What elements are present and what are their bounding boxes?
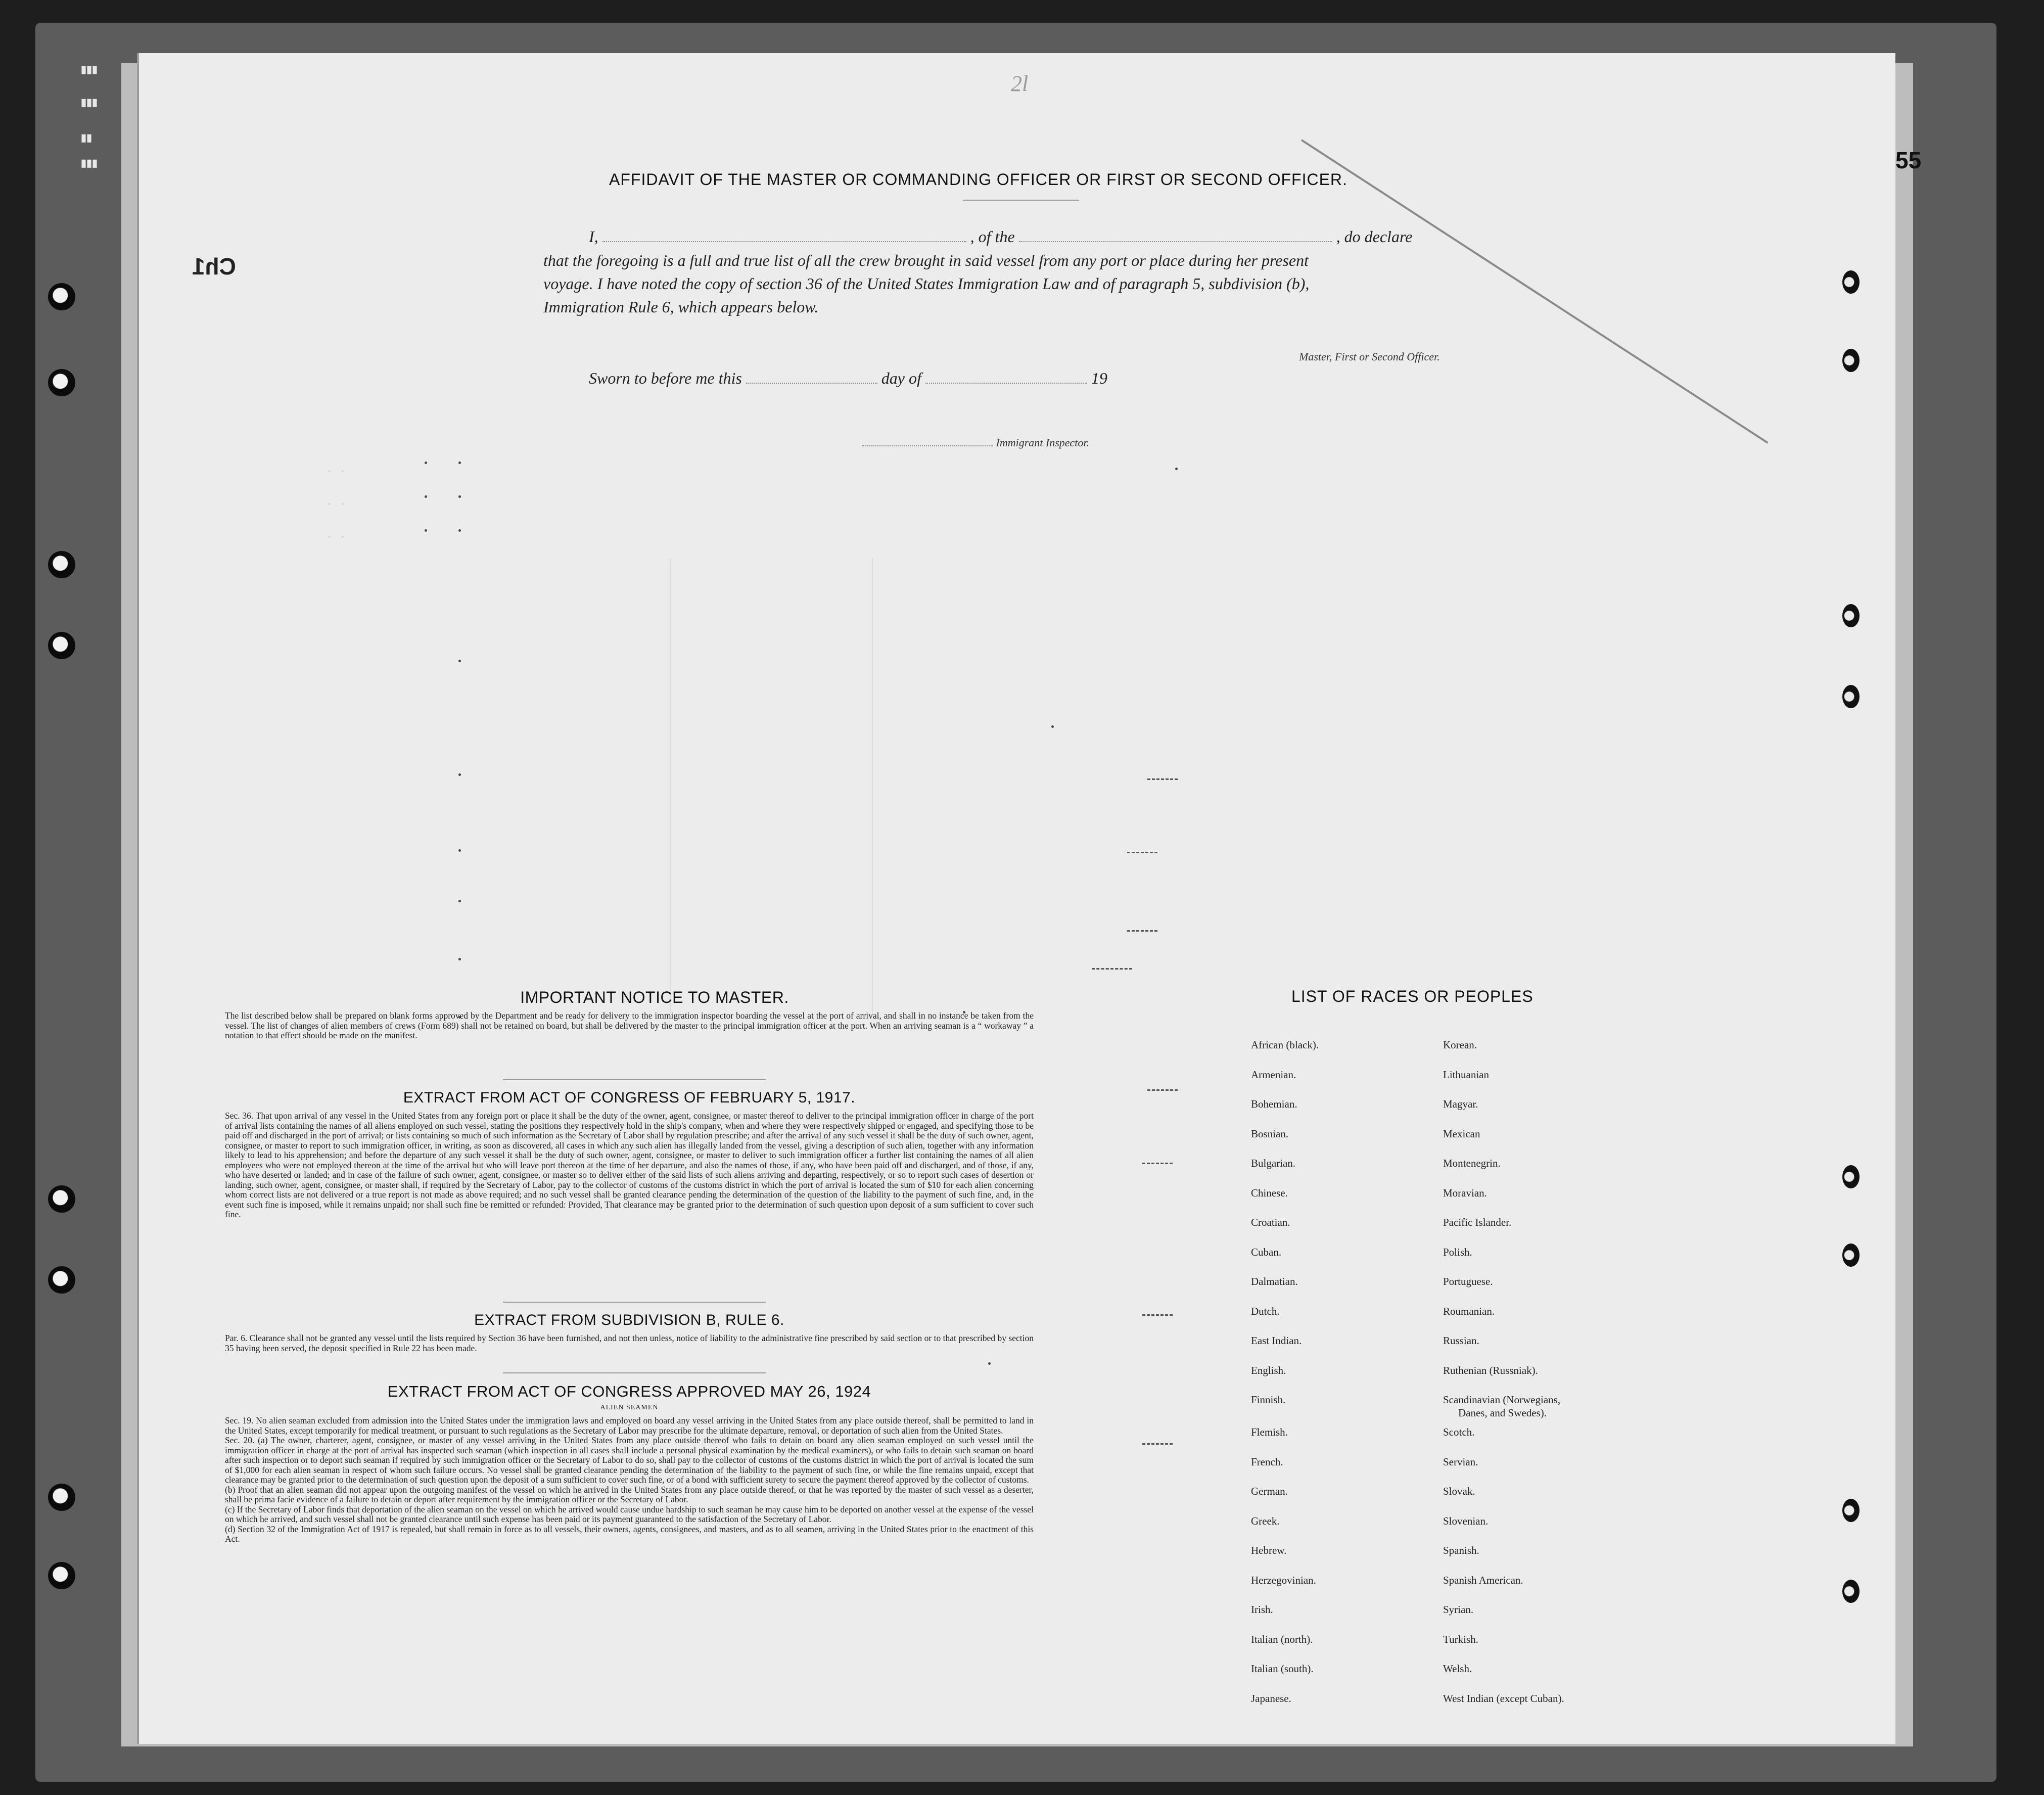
right-margin-number: 55 [1895,147,1922,173]
notice-title: IMPORTANT NOTICE TO MASTER. [520,988,789,1006]
dash-mark [1147,778,1178,781]
dash-mark [1142,1443,1173,1446]
race-item: Danes, and Swedes). [1458,1407,1547,1419]
speck [458,900,461,902]
race-item: Scotch. [1443,1426,1475,1438]
extract-rule6-title: EXTRACT FROM SUBDIVISION B, RULE 6. [474,1312,784,1328]
race-item: Chinese. [1251,1187,1288,1199]
race-item: Cuban. [1251,1246,1282,1258]
dash-mark [1127,930,1157,933]
affidavit-of-the: , of the [970,227,1015,246]
race-item: French. [1251,1456,1283,1468]
divider [503,1302,766,1303]
speck [425,495,427,498]
speck [458,773,461,776]
race-item: Pacific Islander. [1443,1216,1512,1228]
left-margin-number: Ch1 [192,253,236,280]
speck [425,529,427,532]
race-item: Moravian. [1443,1187,1487,1199]
race-item: Bohemian. [1251,1098,1297,1110]
sworn-line [589,369,1107,388]
affidavit-line2: that the foregoing is a full and true list of all the crew brought in said vessel from any port or place during her present [543,251,1309,269]
affidavit-i: I, [589,227,598,246]
race-item: Italian (north). [1251,1633,1313,1645]
race-item: English. [1251,1364,1286,1376]
race-item: Servian. [1443,1456,1478,1468]
affidavit-line3: voyage. I have noted the copy of section 36 of the United States Immigration Law and of paragraph 5, subdivision (b), [543,274,1310,293]
race-item: Slovak. [1443,1485,1475,1497]
speck [1175,468,1178,470]
divider [503,1372,766,1373]
extract-1917-text: Sec. 36. That upon arrival of any vessel in the United States from any foreign port or place it shall be the duty of the owner, agent, consignee, or master thereof to deliver to the principal immigration officer in charge of the port of arrival lists containing the names of all aliens employed on such vessel, stating the positions they respectively hold in the ship's company, when and where they were respectively shipped or engaged, and specifying those to be paid off and discharged in the port of arrival; or lists containing so much of such information as the Secretary of Labor shall by regulation prescribe; and after the arrival of any such vessel it shall be the duty of such owner, agent, consignee, or master to report to such immigration officer, in writing, as soon as discovered, all cases in which any such alien has illegally landed from the vessel, giving a description of such alien, together with any information likely to lead to his apprehension; and before the departure of any such vessel it shall be the duty of such owner, agent, consignee, or master to deliver to such immigration officer a further list containing the names of all alien employees who were not employed thereon at the time of the arrival but who will leave port thereon at the time of her departure, and also the names of those, if any, who have been paid off and discharged, and of those, if any, who have deserted or landed; and in case of the failure of such owner, agent, consignee, or master so to deliver either of the said lists of such aliens arriving and departing, respectively, or so to report such cases of desertion or landing, such owner, agent, consignee, or master shall, if required by the Secretary of Labor, pay to the collector of customs of the customs district in which the port of arrival is located the sum of $10 for each alien concerning whom correct lists are not delivered or a true report is not made as above required; and no such vessel shall be granted clearance pending the determination of the question of the liability to the payment of such fine, and, in the event such fine is imposed, while it remains unpaid; nor shall such fine be remitted or refunded: Provided, That clearance may be granted prior to the determination of such question upon deposit of a sum sufficient to cover such fine. [225,1111,1034,1219]
punch-mark [1842,685,1860,708]
race-item: Scandinavian (Norwegians, [1443,1394,1561,1406]
extract-1924-title: EXTRACT FROM ACT OF CONGRESS APPROVED MAY 26, 1924 [387,1383,871,1400]
bleed-through-text: · · [326,531,346,543]
extract-rule6-text: Par. 6. Clearance shall not be granted any vessel until the lists required by Section 36 have been furnished, and not then unless, notice of liability to the administrative fine prescribed by said section or to that prescribed by section 35 having been served, the deposit specified in Rule 22 has been made. [225,1333,1034,1353]
race-item: Dutch. [1251,1305,1280,1317]
race-item: Ruthenian (Russniak). [1443,1364,1538,1376]
speck [458,849,461,852]
race-item: Spanish American. [1443,1574,1523,1586]
divider [503,1079,766,1080]
race-item: Japanese. [1251,1692,1291,1705]
race-item: Spanish. [1443,1544,1479,1556]
race-item: Bulgarian. [1251,1157,1296,1169]
extract-1924-paragraph: (b) Proof that an alien seaman did not appear upon the outgoing manifest of the vessel on which he arrived in the United States from any place outside thereof, or that he was reported by the master of such vessel as a deserter, shall be prima facie evidence of a failure to detain or deport after requirement by the immigration officer or the Secretary of Labor. [225,1484,1034,1504]
race-item: Dalmatian. [1251,1275,1298,1287]
race-item: Magyar. [1443,1098,1478,1110]
race-item: Russian. [1443,1334,1479,1347]
dash-mark [1092,968,1132,971]
name-blank [602,230,966,242]
binder-hole [48,369,75,396]
month-blank [925,372,1087,384]
signature-caption: Master, First or Second Officer. [1299,350,1440,363]
extract-1924-paragraph: Sec. 20. (a) The owner, charterer, agent, consignee, or master of any vessel arriving in the United States from any place outside thereof who fails to detain on board any alien seaman employed on such vessel until the immigration officer in charge at the port of arrival has inspected such seaman (which inspection in all cases shall include a personal physical examination by the medical examiners), or who fails to detain such seaman on board after such inspection or to deport such seaman if required by such immigration officer or the Secretary of Labor to do so, shall pay to the collector of customs of the customs district in which the port of arrival is located the sum of $1,000 for each alien seaman in respect of whom such failure occurs. No vessel shall be granted clearance pending the determination of the liability to the payment of such fine, or while the fine remains unpaid, except that clearance may be granted prior to the determination of such question upon the deposit of a sum sufficient to cover such fine, or of a bond with sufficient surety to secure the payment thereof approved by the collector of customs. [225,1435,1034,1485]
sworn-prefix: Sworn to before me this [589,369,742,387]
punch-mark [1842,1580,1860,1603]
race-item: Irish. [1251,1603,1273,1616]
race-item: East Indian. [1251,1334,1302,1347]
dash-mark [1142,1314,1173,1317]
bleed-through-text: · · [326,465,346,478]
bleed-through-rule [670,559,671,1014]
inspector-blank [862,437,993,446]
affidavit-line1 [589,227,1412,246]
affidavit-line4: Immigration Rule 6, which appears below. [543,298,819,316]
race-item: Italian (south). [1251,1663,1314,1675]
extract-1924-paragraph: (d) Section 32 of the Immigration Act of 1917 is repealed, but shall remain in force as to all vessels, their owners, agents, consignees, and masters, and as to all seamen, arriving in the United States prior to the enactment of this Act. [225,1524,1034,1544]
punch-mark [1842,349,1860,372]
race-item: Polish. [1443,1246,1472,1258]
extract-1924-body [225,1416,1034,1544]
race-item: Mexican [1443,1128,1480,1140]
edge-fragment-text: ▮▮▮ [81,97,98,108]
race-item: Greek. [1251,1515,1280,1527]
dash-mark [1147,1089,1178,1092]
dash-mark [1127,852,1157,855]
punch-mark [1842,604,1860,627]
sworn-year: 19 [1091,369,1107,387]
scratch-mark [1301,139,1769,443]
race-item: Roumanian. [1443,1305,1495,1317]
binder-hole [48,1185,75,1213]
affidavit-declare: , do declare [1336,227,1413,246]
extract-1924-paragraph: (c) If the Secretary of Labor finds that deportation of the alien seaman on the vessel on which he arrived would cause undue hardship to such seaman he may cause him to be deported on another vessel at the expense of the vessel on which he arrived, and such vessel shall not be granted clearance until such expense has been paid or its payment guaranteed to the satisfaction of the Secretary of Labor. [225,1504,1034,1524]
race-item: Slovenian. [1443,1515,1489,1527]
bleed-through-text: · · [326,498,346,511]
speck [458,495,461,498]
race-item: African (black). [1251,1039,1319,1051]
affidavit-title: AFFIDAVIT OF THE MASTER OR COMMANDING OFFICER OR FIRST OR SECOND OFFICER. [609,170,1348,189]
punch-mark [1842,1244,1860,1267]
race-item: Finnish. [1251,1394,1286,1406]
race-item: Syrian. [1443,1603,1474,1616]
binder-hole [48,1266,75,1294]
vessel-blank [1019,230,1332,242]
race-item: Hebrew. [1251,1544,1287,1556]
speck [988,1362,991,1365]
dash-mark [1142,1163,1173,1166]
title-underline [963,200,1079,201]
speck [458,462,461,464]
race-item: German. [1251,1485,1288,1497]
race-item: Lithuanian [1443,1069,1489,1081]
race-item: Welsh. [1443,1663,1472,1675]
race-item: West Indian (except Cuban). [1443,1692,1564,1705]
top-pencil-mark: 2l [1011,71,1029,96]
bleed-through-rule [872,559,873,1014]
sworn-day: day of [881,369,921,387]
binder-hole [48,632,75,659]
races-title: LIST OF RACES OR PEOPLES [1291,987,1534,1005]
inspector-caption: Immigrant Inspector. [996,436,1090,449]
speck [458,958,461,960]
speck [458,660,461,662]
speck [458,529,461,532]
edge-fragment-text: ▮▮▮ [81,64,98,75]
race-item: Montenegrin. [1443,1157,1501,1169]
binder-hole [48,551,75,578]
race-item: Croatian. [1251,1216,1290,1228]
speck [425,462,427,464]
day-blank [746,372,877,384]
race-item: Flemish. [1251,1426,1288,1438]
punch-mark [1842,270,1860,294]
race-item: Bosnian. [1251,1128,1289,1140]
inspector-line [862,436,1089,449]
race-item: Herzegovinian. [1251,1574,1316,1586]
extract-1924-paragraph: Sec. 19. No alien seaman excluded from admission into the United States under the immigration laws and employed on board any vessel arriving in the United States from any place outside thereof, shall be permitted to land in the United States, except temporarily for medical treatment, or pursuant to such regulations as the Secretary of Labor may prescribe for the ultimate departure, removal, or deportation of such alien from the United States. [225,1415,1034,1436]
race-item: Korean. [1443,1039,1477,1051]
document-page [139,53,1922,1744]
edge-fragment-text: ▮▮ [81,132,92,144]
binder-hole [48,1562,75,1589]
punch-mark [1842,1499,1860,1522]
edge-fragment-text: ▮▮▮ [81,158,98,169]
punch-mark [1842,1165,1860,1188]
extract-1917-title: EXTRACT FROM ACT OF CONGRESS OF FEBRUARY 5, 1917. [403,1089,856,1106]
race-item: Turkish. [1443,1633,1478,1645]
speck [1051,725,1054,728]
extract-1924-subtitle: ALIEN SEAMEN [600,1404,659,1411]
race-item: Portuguese. [1443,1275,1493,1287]
race-item: Armenian. [1251,1069,1296,1081]
binder-hole [48,283,75,310]
binder-hole [48,1484,75,1511]
notice-text: The list described below shall be prepared on blank forms approved by the Department and be ready for delivery to the immigration inspector boarding the vessel at the port of arrival, and shall in no instance be taken from the vessel. The list of changes of alien members of crews (Form 689) shall not be retained on board, but shall be delivered by the master to the principal immigration officer at the port. When an arriving seaman is a “ workaway ” a notation to that effect should be made on the manifest. [225,1010,1034,1040]
